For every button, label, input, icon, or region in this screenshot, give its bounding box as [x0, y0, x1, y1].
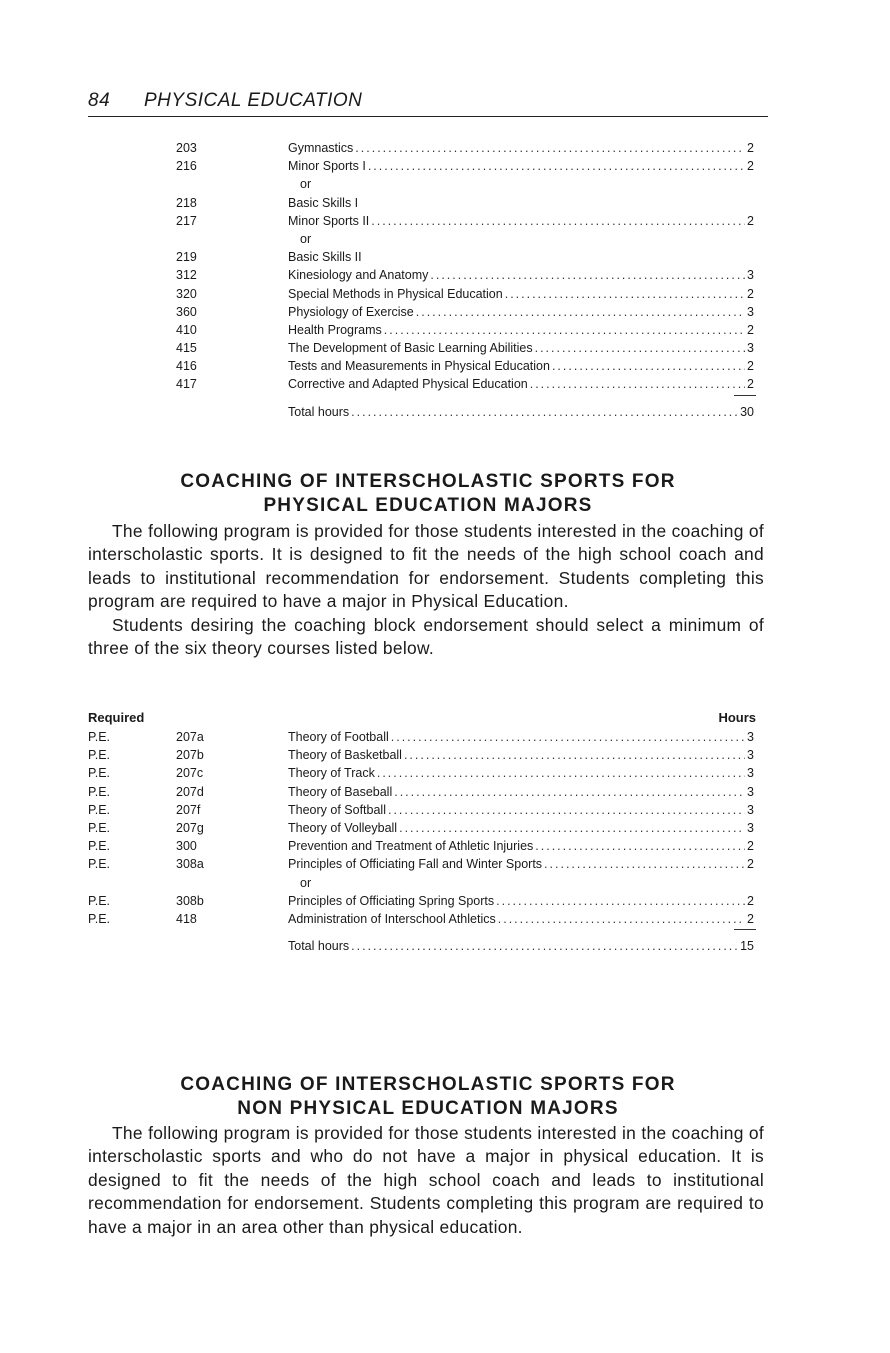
course-title-line	[288, 212, 754, 230]
leader-dots	[351, 403, 738, 421]
section-body-non-pe-majors	[88, 1122, 764, 1239]
course-number: 410	[176, 322, 197, 337]
course-number: 320	[176, 286, 197, 301]
course-title-line	[288, 248, 754, 266]
leader-dots	[384, 321, 745, 339]
course-dept: P.E.	[88, 766, 111, 781]
course-row	[176, 285, 756, 303]
course-row	[176, 212, 756, 230]
or-row	[176, 175, 756, 193]
paragraph: The following program is provided for those students interested in the coaching of interscholastic sports and who do not have a major in physical education. It is designed to fit the needs of the high school coach and leads to institutional recommendation for endorsement. Students completing this program are required to have a major in an area other than physical education.	[88, 1123, 764, 1237]
section-heading-non-pe-majors	[88, 1073, 768, 1121]
course-number: 207d	[176, 784, 204, 799]
leader-dots	[371, 212, 745, 230]
course-title: Prevention and Treatment of Athletic Injuries	[288, 839, 534, 854]
required-label: Required	[88, 710, 145, 725]
course-hours: 2	[747, 159, 754, 174]
course-hours: 3	[747, 766, 754, 781]
course-title-line	[288, 855, 754, 873]
course-number: 203	[176, 141, 197, 155]
course-row	[88, 764, 756, 782]
course-title-line	[288, 910, 754, 928]
course-row	[88, 837, 756, 855]
course-number: 218	[176, 195, 197, 210]
course-hours: 3	[747, 304, 754, 319]
or-label: or	[300, 177, 312, 192]
course-number: 207b	[176, 748, 204, 763]
section-heading-line: PHYSICAL EDUCATION MAJORS	[263, 495, 593, 516]
course-hours: 2	[747, 213, 754, 228]
course-title-line	[288, 937, 754, 955]
course-number: 207f	[176, 802, 201, 817]
page-number: 84	[88, 90, 111, 111]
total-rule	[734, 395, 756, 396]
course-dept: P.E.	[88, 730, 111, 744]
course-row	[88, 783, 756, 801]
course-title: Theory of Softball	[288, 802, 386, 817]
or-label: or	[300, 231, 312, 246]
course-title: Minor Sports I	[288, 159, 366, 174]
course-title-line	[288, 175, 766, 193]
section-heading-line: COACHING OF INTERSCHOLASTIC SPORTS FOR	[180, 1074, 676, 1095]
course-row	[176, 321, 756, 339]
course-title-line	[288, 230, 766, 248]
leader-dots	[394, 783, 745, 801]
course-number: 418	[176, 911, 197, 926]
leader-dots	[535, 339, 745, 357]
total-row	[88, 937, 756, 955]
total-rule-spacer	[176, 394, 756, 403]
leader-dots	[391, 728, 745, 746]
course-title-line	[288, 285, 754, 303]
course-row	[88, 728, 756, 746]
course-number: 360	[176, 304, 197, 319]
course-dept: P.E.	[88, 839, 111, 854]
course-row	[88, 819, 756, 837]
course-title-line	[288, 892, 754, 910]
course-title: Physiology of Exercise	[288, 304, 414, 319]
leader-dots	[404, 746, 745, 764]
course-dept: P.E.	[88, 893, 111, 908]
total-label: Total hours	[288, 404, 350, 419]
course-title: Theory of Football	[288, 730, 389, 744]
course-number: 308b	[176, 893, 204, 908]
course-table-pe-major	[176, 139, 756, 421]
course-title-line	[288, 194, 754, 212]
section-heading-line: NON PHYSICAL EDUCATION MAJORS	[237, 1098, 619, 1119]
course-number: 415	[176, 341, 197, 356]
section-body-pe-majors	[88, 520, 764, 660]
course-title: Special Methods in Physical Education	[288, 286, 503, 301]
course-title-line	[288, 801, 754, 819]
course-hours: 2	[747, 857, 754, 872]
hours-label: Hours	[718, 710, 756, 725]
course-hours: 3	[747, 820, 754, 835]
table-header	[88, 708, 756, 728]
course-dept: P.E.	[88, 802, 111, 817]
course-title: Administration of Interschool Athletics	[288, 911, 496, 926]
course-title-line	[288, 139, 754, 157]
course-row	[88, 746, 756, 764]
course-dept: P.E.	[88, 748, 111, 763]
leader-dots	[399, 819, 745, 837]
course-title-line	[288, 403, 754, 421]
course-title-line	[288, 375, 754, 393]
course-title: Theory of Track	[288, 766, 375, 781]
course-number: 207g	[176, 820, 204, 835]
leader-dots	[498, 910, 745, 928]
course-title-line	[288, 303, 754, 321]
leader-dots	[388, 801, 745, 819]
course-number: 207c	[176, 766, 204, 781]
total-rule	[734, 929, 756, 930]
total-row	[176, 403, 756, 421]
running-header	[88, 90, 768, 117]
leader-dots	[544, 855, 745, 873]
section-heading-line: COACHING OF INTERSCHOLASTIC SPORTS FOR	[180, 471, 676, 492]
course-title: Health Programs	[288, 322, 382, 337]
paragraph: Students desiring the coaching block endorsement should select a minimum of three of the six theory courses listed below.	[88, 614, 764, 659]
course-number: 308a	[176, 857, 204, 872]
course-hours: 3	[747, 784, 754, 799]
course-dept: P.E.	[88, 857, 111, 872]
course-row	[176, 375, 756, 393]
leader-dots	[535, 837, 745, 855]
leader-dots	[505, 285, 745, 303]
leader-dots	[552, 357, 745, 375]
course-row	[88, 855, 756, 873]
total-hours: 15	[740, 939, 754, 954]
or-row	[88, 874, 756, 892]
course-hours: 2	[747, 377, 754, 392]
course-title-line	[288, 321, 754, 339]
course-title: Basic Skills I	[288, 195, 359, 210]
course-title: Theory of Baseball	[288, 784, 393, 799]
course-number: 216	[176, 159, 197, 174]
course-title: Theory of Basketball	[288, 748, 402, 763]
course-row	[88, 910, 756, 928]
course-title-line	[288, 837, 754, 855]
leader-dots	[496, 892, 745, 910]
total-label: Total hours	[288, 939, 350, 954]
course-row	[176, 339, 756, 357]
course-title: Basic Skills II	[288, 250, 362, 265]
leader-dots	[368, 157, 745, 175]
course-title-line	[288, 819, 754, 837]
course-dept: P.E.	[88, 784, 111, 799]
course-hours: 3	[747, 802, 754, 817]
course-hours: 2	[747, 141, 754, 155]
leader-dots	[530, 375, 745, 393]
leader-dots	[416, 303, 745, 321]
course-title: Kinesiology and Anatomy	[288, 268, 429, 283]
course-hours: 2	[747, 286, 754, 301]
paragraph: The following program is provided for those students interested in the coaching of interscholastic sports. It is designed to fit the needs of the high school coach and leads to institutional recommendation for endorsement. Students completing this program are required to have a major in Physical Education.	[88, 521, 764, 612]
course-hours: 2	[747, 911, 754, 926]
course-title: Principles of Officiating Spring Sports	[288, 893, 495, 908]
course-row	[176, 194, 756, 212]
course-row	[88, 892, 756, 910]
course-title-line	[288, 157, 754, 175]
total-rule-spacer	[88, 928, 756, 937]
course-title: Tests and Measurements in Physical Education	[288, 359, 550, 374]
leader-dots	[351, 937, 738, 955]
course-title-line	[288, 746, 754, 764]
course-title-line	[288, 874, 766, 892]
course-title: Minor Sports II	[288, 213, 370, 228]
course-row	[176, 303, 756, 321]
course-number: 217	[176, 213, 197, 228]
course-title-line	[288, 357, 754, 375]
course-title: Corrective and Adapted Physical Education	[288, 377, 528, 392]
course-title: Gymnastics	[288, 141, 354, 155]
course-number: 219	[176, 250, 197, 265]
course-title-line	[288, 266, 754, 284]
course-title-line	[288, 783, 754, 801]
course-hours: 3	[747, 268, 754, 283]
course-hours: 3	[747, 748, 754, 763]
course-hours: 2	[747, 359, 754, 374]
course-row	[176, 266, 756, 284]
course-title-line	[288, 339, 754, 357]
course-hours: 3	[747, 730, 754, 744]
course-title: Principles of Officiating Fall and Winter Sports	[288, 857, 543, 872]
course-hours: 2	[747, 839, 754, 854]
course-dept: P.E.	[88, 911, 111, 926]
or-row	[176, 230, 756, 248]
course-hours: 2	[747, 893, 754, 908]
leader-dots	[355, 139, 745, 157]
course-number: 416	[176, 359, 197, 374]
course-number: 312	[176, 268, 197, 283]
course-row	[176, 139, 756, 157]
leader-dots	[430, 266, 745, 284]
course-number: 417	[176, 377, 197, 392]
course-title-line	[288, 764, 754, 782]
section-heading-pe-majors	[88, 470, 768, 518]
course-title: Theory of Volleyball	[288, 820, 398, 835]
course-hours: 2	[747, 322, 754, 337]
course-row	[176, 357, 756, 375]
total-hours: 30	[740, 404, 754, 419]
course-row	[176, 157, 756, 175]
leader-dots	[377, 764, 745, 782]
table-rows	[88, 728, 756, 955]
course-title: The Development of Basic Learning Abilities	[288, 341, 533, 356]
or-label: or	[300, 875, 312, 890]
course-row	[88, 801, 756, 819]
course-number: 207a	[176, 730, 204, 744]
running-title: PHYSICAL EDUCATION	[144, 90, 363, 111]
course-row	[176, 248, 756, 266]
course-hours: 3	[747, 341, 754, 356]
course-title-line	[288, 728, 754, 746]
course-dept: P.E.	[88, 820, 111, 835]
course-number: 300	[176, 839, 197, 854]
course-table-coaching	[88, 708, 756, 955]
